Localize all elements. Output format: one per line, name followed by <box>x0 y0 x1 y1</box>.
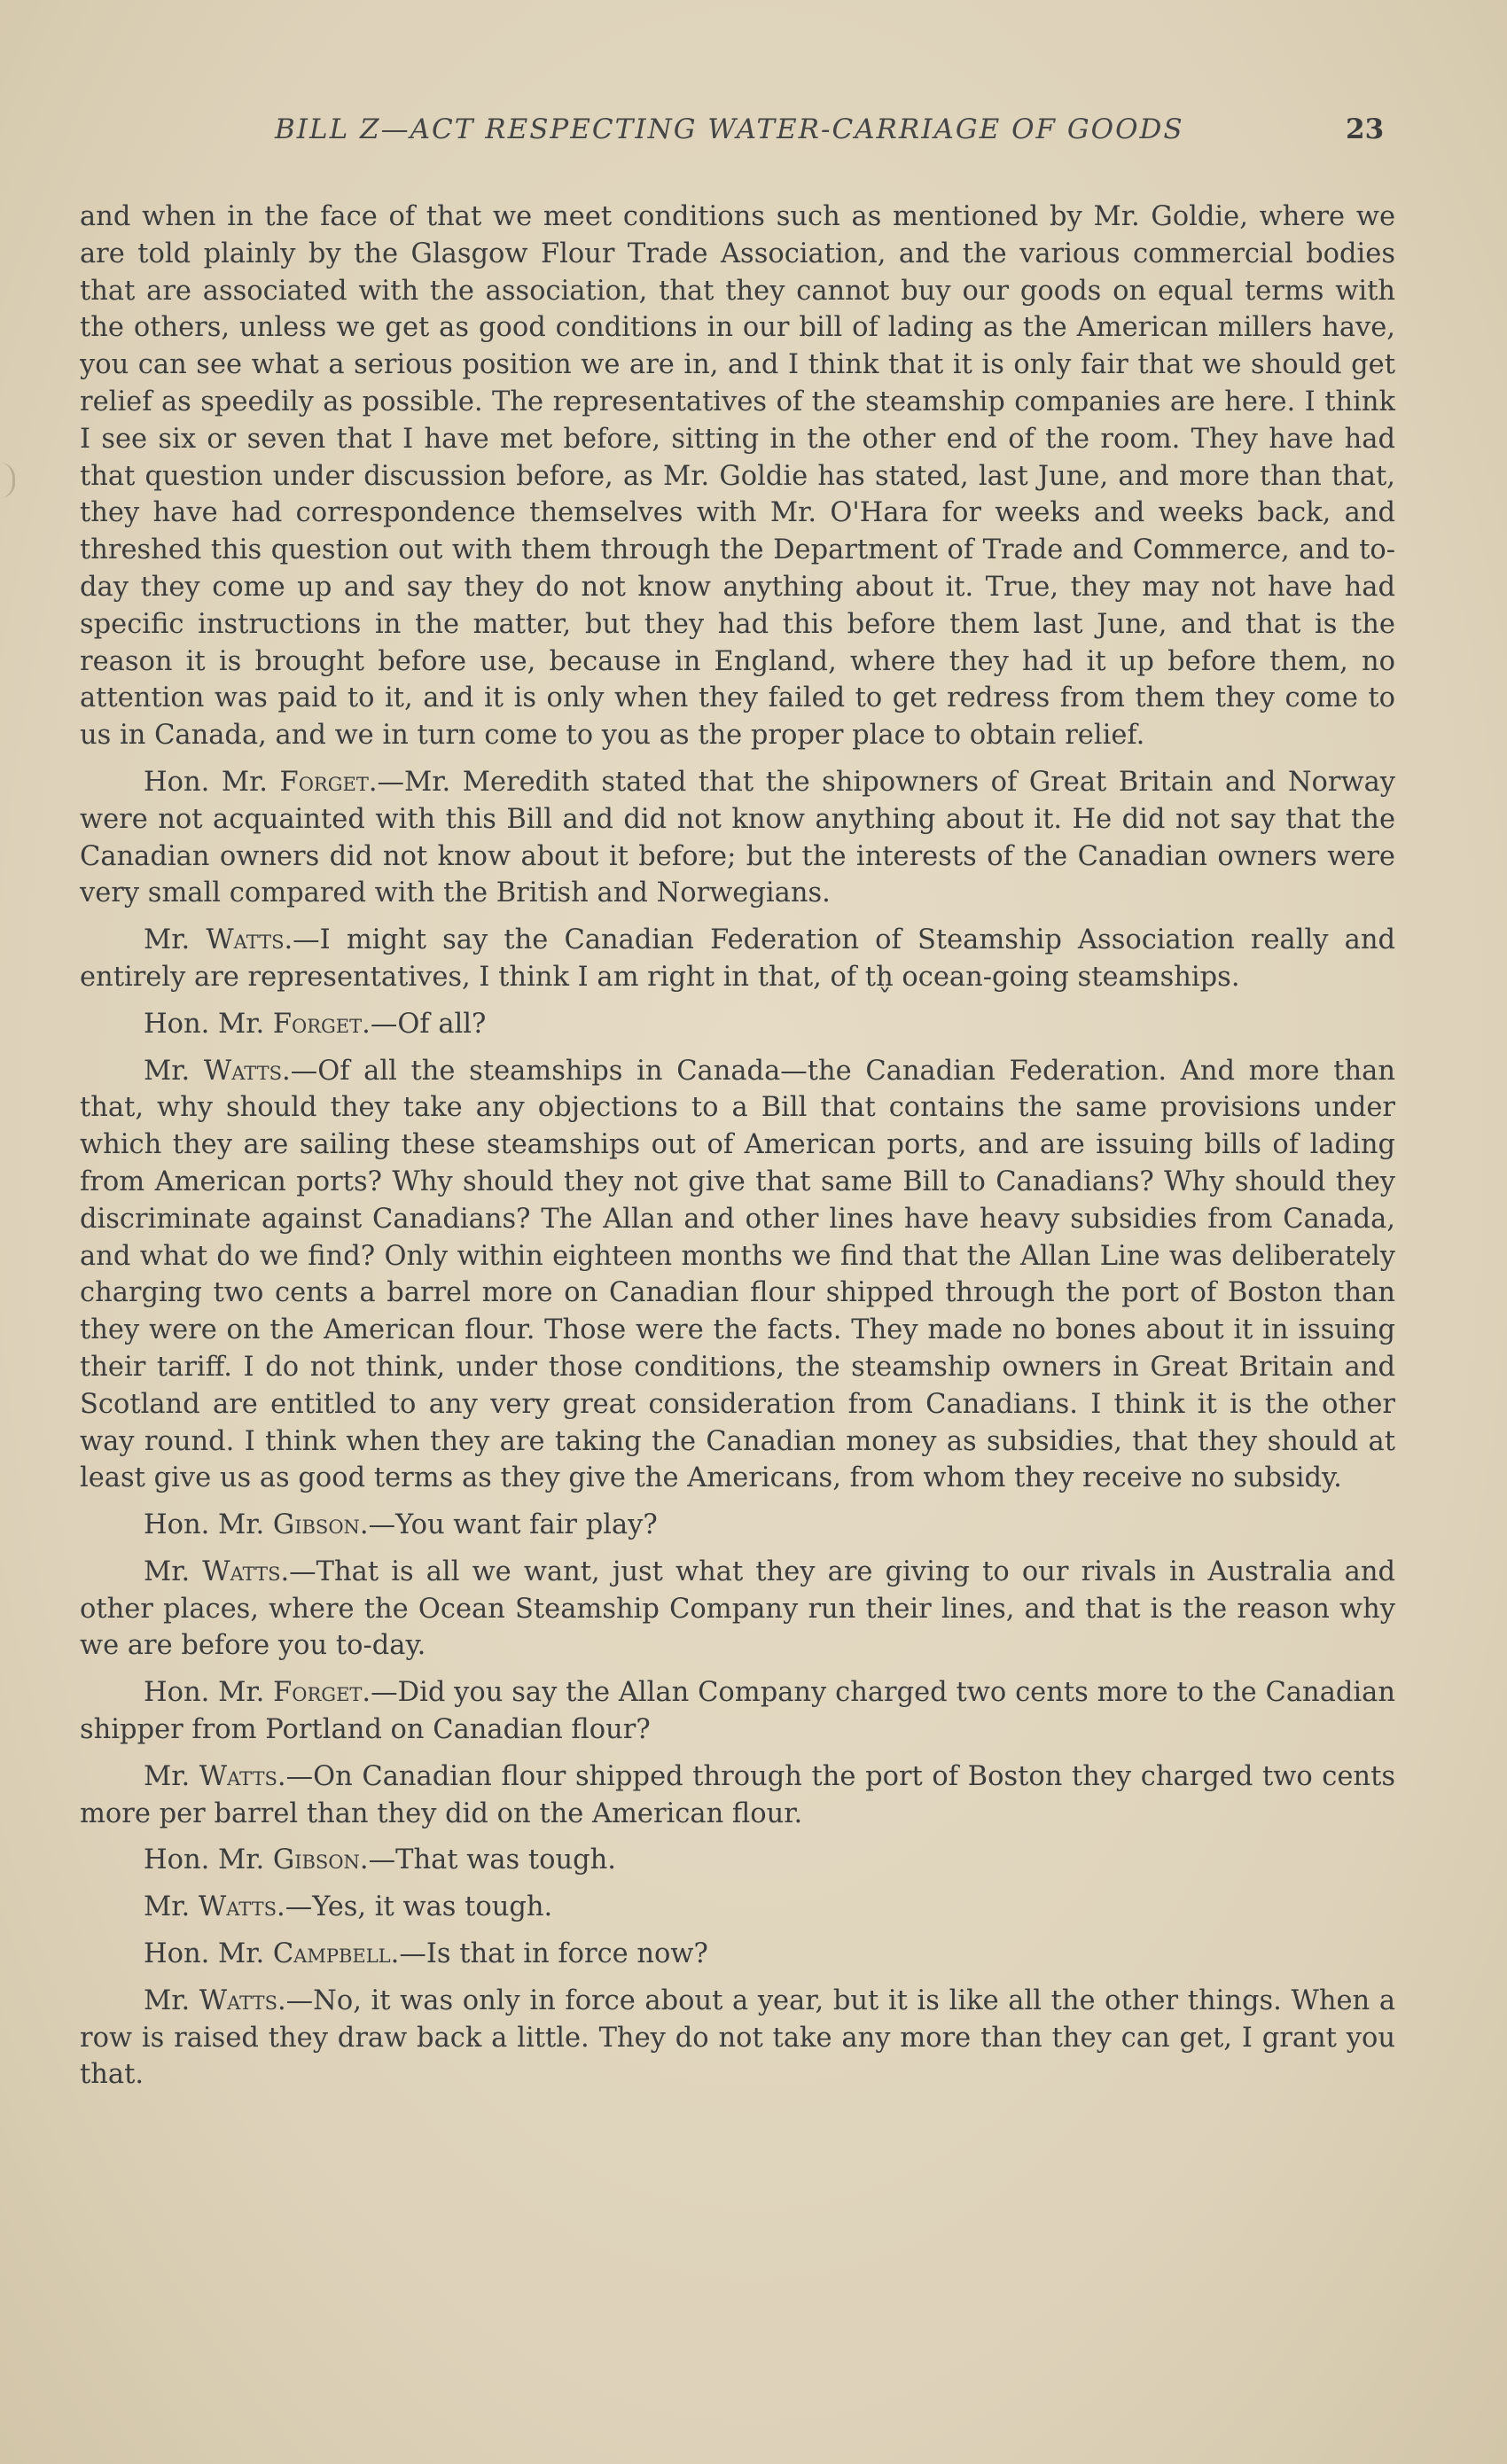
speaker-name: Forget <box>273 1677 363 1709</box>
speaker-name: Watts <box>203 1055 282 1087</box>
speaker-prefix: Mr. <box>144 1984 199 2016</box>
speaker-prefix: Hon. Mr. <box>144 1938 273 1970</box>
speech-paragraph <box>80 1983 1395 2094</box>
speaker-name: Watts <box>199 1984 277 2016</box>
speech-paragraph <box>80 1053 1395 1498</box>
body-text <box>80 199 1395 2103</box>
speaker-prefix: Mr. <box>144 924 207 956</box>
running-title: BILL Z—ACT RESPECTING WATER-CARRIAGE OF GOODS <box>275 113 1184 145</box>
speech-paragraph <box>80 1006 1395 1043</box>
speech-paragraph <box>80 1554 1395 1665</box>
speaker-prefix: Hon. Mr. <box>144 1509 273 1541</box>
speaker-name: Watts <box>199 1760 277 1792</box>
speaker-prefix: Hon. Mr. <box>144 1008 273 1040</box>
speech-text: .—I might say the Canadian Federation of Steamship Association really and entirely are representatives, I think I am right in that, of th̬ ocean-going steamships. <box>80 924 1395 993</box>
speaker-name: Watts <box>206 924 285 956</box>
speaker-prefix: Mr. <box>144 1556 203 1587</box>
speech-text: .—Of all? <box>362 1008 487 1040</box>
speaker-prefix: Mr. <box>144 1891 199 1923</box>
paragraph-text: and when in the face of that we meet conditions such as mentioned by Mr. Goldie, where we are told plainly by the Glasgow Flour Trade Association, and the various commercial bodies that are associated with the association, that they cannot buy our goods on equal terms with the others, unless we get as good conditions in our bill of lading as the American millers have, you can see what a serious position we are in, and I think that it is only fair that we should get relief as speedily as possible. The representatives of the steamship companies are here. I think I see six or seven that I have met before, sitting in the other end of the room. They have had that question under discussion before, as Mr. Goldie has stated, last June, and more than that, they have had correspondence themselves with Mr. O'Hara for weeks and weeks back, and threshed this question out with them through the Department of Trade and Commerce, and to-day they come up and say they do not know anything about it. True, they may not have had specific instructions in the matter, but they had this before them last June, and that is the reason it is brought before use, because in England, where they had it up before them, no attention was paid to it, and it is only when they failed to get redress from them they come to us in Canada, and we in turn come to you as the proper place to obtain relief. <box>80 201 1395 752</box>
speaker-prefix: Mr. <box>144 1055 204 1087</box>
speech-text: .—That is all we want, just what they are giving to our rivals in Australia and other places, where the Ocean Steamship Company run their lines, and that is the reason why we are before you to-day. <box>80 1556 1395 1662</box>
speaker-prefix: Mr. <box>144 1760 199 1792</box>
paragraph-continuation <box>80 199 1395 754</box>
speaker-prefix: Hon. Mr. <box>144 1677 274 1709</box>
speech-text: .—Is that in force now? <box>390 1938 708 1970</box>
binding-margin-mark <box>0 463 15 498</box>
speech-text: .—On Canadian flour shipped through the port of Boston they charged two cents more per barrel than they did on the American flour. <box>80 1760 1395 1829</box>
speaker-prefix: Hon. Mr. <box>144 1844 273 1876</box>
speaker-name: Gibson <box>272 1844 360 1876</box>
speech-paragraph <box>80 1758 1395 1833</box>
speech-text: .—No, it was only in force about a year, but it is like all the other things. When a row is raised they draw back a little. They do not take any more than they can get, I grant you that. <box>80 1984 1395 2091</box>
speaker-name: Campbell <box>272 1938 391 1970</box>
speech-text: .—Yes, it was tough. <box>277 1891 553 1923</box>
speaker-name: Gibson <box>272 1509 360 1541</box>
page-number: 23 <box>1346 113 1385 145</box>
speaker-name: Watts <box>202 1556 281 1587</box>
speech-paragraph <box>80 1936 1395 1973</box>
speech-paragraph <box>80 922 1395 996</box>
speech-text: .—Did you say the Allan Company charged two cents more to the Canadian shipper from Portland on Canadian flour? <box>80 1677 1395 1746</box>
speaker-name: Forget <box>279 766 369 798</box>
speech-paragraph <box>80 1889 1395 1926</box>
speaker-prefix: Hon. Mr. <box>144 766 280 798</box>
speaker-name: Watts <box>198 1891 277 1923</box>
speech-paragraph <box>80 764 1395 912</box>
speech-text: .—Of all the steamships in Canada—the Canadian Federation. And more than that, why should they take any objections to a Bill that contains the same provisions under which they are sailing these steamships out of American ports, and are issuing bills of lading from American ports? Why should they not give that same Bill to Canadians? Why should they discriminate against Canadians? The Allan and other lines have heavy subsidies from Canada, and what do we find? Only within eighteen months we find that the Allan Line was deliberately charging two cents a barrel more on Canadian flour shipped through the port of Boston than they were on the American flour. Those were the facts. They made no bones about it in issuing their tariff. I do not think, under those conditions, the steamship owners in Great Britain and Scotland are entitled to any very great consideration from Canadians. I think it is the other way round. I think when they are taking the Canadian money as subsidies, that they should at least give us as good terms as they give the Americans, from whom they receive no subsidy. <box>80 1055 1395 1494</box>
speech-paragraph <box>80 1507 1395 1544</box>
speech-text: .—That was tough. <box>359 1844 617 1876</box>
speech-text: .—You want fair play? <box>359 1509 658 1541</box>
speech-text: .—Mr. Meredith stated that the shipowners of Great Britain and Norway were not acquainted with this Bill and did not know anything about it. He did not say that the Canadian owners did not know about it before; but the interests of the Canadian owners were very small compared with the British and Norwegians. <box>80 766 1395 909</box>
speaker-name: Forget <box>272 1008 363 1040</box>
speech-paragraph <box>80 1674 1395 1749</box>
speech-paragraph <box>80 1842 1395 1879</box>
